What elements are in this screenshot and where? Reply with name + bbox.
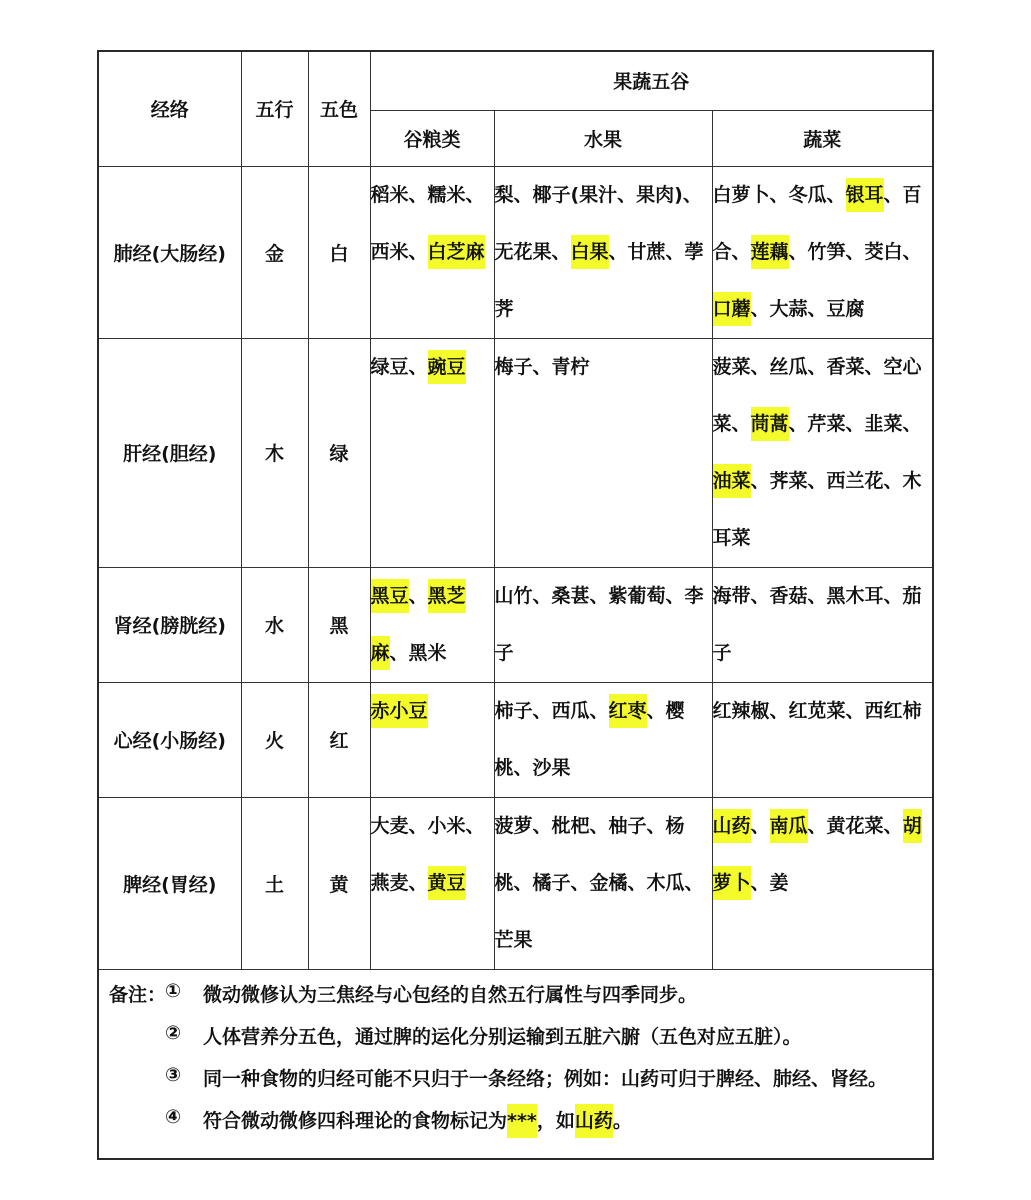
table-row <box>99 166 932 338</box>
fruits-cell <box>494 166 712 338</box>
table-row <box>99 682 932 797</box>
note-text <box>203 980 697 1007</box>
color-cell: 黄 <box>308 797 370 969</box>
food-text: 、百合、 <box>712 183 922 263</box>
highlighted-food: *** <box>507 1104 537 1138</box>
food-text: 柿子、西瓜、 <box>494 699 609 722</box>
note-number: ③ <box>165 1064 182 1086</box>
food-text: 梨、椰子(果汁、果肉)、无花果、 <box>494 183 702 263</box>
note-text <box>203 1022 802 1049</box>
element-cell: 金 <box>241 166 308 338</box>
grains-cell <box>370 338 494 567</box>
highlighted-food: 南瓜 <box>770 809 808 843</box>
header-vegetables: 蔬菜 <box>712 110 932 166</box>
note-number: ① <box>165 980 182 1002</box>
header-element: 五行 <box>241 52 308 166</box>
fruits-cell <box>494 682 712 797</box>
highlighted-food: 黄豆 <box>428 866 466 900</box>
food-text: 符合微动微修四科理论的食物标记为 <box>203 1110 508 1132</box>
vegetables-cell <box>712 166 932 338</box>
highlighted-food: 黑芝麻 <box>371 579 466 670</box>
note-text <box>203 1064 887 1091</box>
table-row <box>99 567 932 682</box>
meridian-cell: 肺经(大肠经) <box>99 166 241 338</box>
highlighted-food: 茼蒿 <box>751 407 789 441</box>
color-cell: 绿 <box>308 338 370 567</box>
food-text: 。 <box>612 1110 632 1132</box>
color-cell: 白 <box>308 166 370 338</box>
header-color: 五色 <box>308 52 370 166</box>
header-group: 果蔬五谷 <box>370 52 932 110</box>
color-cell: 红 <box>308 682 370 797</box>
element-cell: 水 <box>241 567 308 682</box>
vegetables-cell <box>712 338 932 567</box>
vegetables-cell <box>712 682 932 797</box>
highlighted-food: 胡萝卜 <box>713 809 922 900</box>
element-cell: 土 <box>241 797 308 969</box>
food-text: 稻米、糯米、西米、 <box>370 183 485 263</box>
highlighted-food: 白芝麻 <box>428 235 485 269</box>
grains-cell <box>370 682 494 797</box>
highlighted-food: 黑豆 <box>371 579 409 613</box>
fruits-cell <box>494 338 712 567</box>
header-meridian: 经络 <box>99 52 241 166</box>
food-text: ，如 <box>536 1110 575 1132</box>
highlighted-food: 莲藕 <box>751 235 789 269</box>
meridian-cell: 脾经(胃经) <box>99 797 241 969</box>
food-text: 、甘蔗、荸荠 <box>494 240 704 320</box>
highlighted-food: 山药 <box>713 809 751 843</box>
grains-cell <box>370 797 494 969</box>
highlighted-food: 赤小豆 <box>371 694 428 728</box>
note-text <box>203 1106 632 1133</box>
food-text: 、荠菜、西兰花、木耳菜 <box>712 469 922 549</box>
header-grains: 谷粮类 <box>370 110 494 166</box>
food-text: 大麦、小米、燕麦、 <box>370 814 485 894</box>
highlighted-food: 红枣 <box>609 694 647 728</box>
highlighted-food: 白果 <box>571 235 609 269</box>
food-text: 、芹菜、韭菜、 <box>788 412 922 435</box>
food-text: 人体营养分五色，通过脾的运化分别运输到五脏六腑（五色对应五脏）。 <box>203 1026 802 1048</box>
food-text: 梅子、青柠 <box>494 355 590 378</box>
note-number: ④ <box>165 1106 182 1128</box>
food-text: 、 <box>408 584 428 607</box>
food-text: 菠菜、丝瓜、香菜、空心菜、 <box>712 355 922 435</box>
highlighted-food: 银耳 <box>846 178 884 212</box>
food-text: 红辣椒、红苋菜、西红柿 <box>712 699 922 722</box>
food-text: 、 <box>750 814 770 837</box>
element-cell: 火 <box>241 682 308 797</box>
food-text: 白萝卜、冬瓜、 <box>712 183 846 206</box>
header-fruits: 水果 <box>494 110 712 166</box>
food-text: 、樱桃、沙果 <box>494 699 685 779</box>
food-text: 菠萝、枇杷、柚子、杨桃、橘子、金橘、木瓜、芒果 <box>494 814 704 951</box>
vegetables-cell <box>712 797 932 969</box>
grains-cell <box>370 567 494 682</box>
food-text: 海带、香菇、黑木耳、茄子 <box>712 584 922 664</box>
highlighted-food: 山药 <box>575 1104 613 1138</box>
meridian-food-table <box>99 52 932 970</box>
food-text: 、竹笋、茭白、 <box>788 240 922 263</box>
food-text: 、大蒜、豆腐 <box>750 297 865 320</box>
notes-label: 备注： <box>109 984 167 1006</box>
food-text: 、黑米 <box>389 641 447 664</box>
food-table-frame <box>97 50 934 1160</box>
note-number: ② <box>165 1022 182 1044</box>
element-cell: 木 <box>241 338 308 567</box>
food-text: 微动微修认为三焦经与心包经的自然五行属性与四季同步。 <box>203 984 698 1006</box>
meridian-cell: 心经(小肠经) <box>99 682 241 797</box>
table-row <box>99 338 932 567</box>
color-cell: 黑 <box>308 567 370 682</box>
highlighted-food: 口蘑 <box>713 292 751 326</box>
food-text: 山竹、桑葚、紫葡萄、李子 <box>494 584 704 664</box>
meridian-cell: 肾经(膀胱经) <box>99 567 241 682</box>
vegetables-cell <box>712 567 932 682</box>
food-text: 同一种食物的归经可能不只归于一条经络；例如：山药可归于脾经、肺经、肾经。 <box>203 1068 888 1090</box>
highlighted-food: 豌豆 <box>428 350 466 384</box>
food-text: 绿豆、 <box>370 355 428 378</box>
food-text: 、黄花菜、 <box>807 814 903 837</box>
table-row <box>99 797 932 969</box>
grains-cell <box>370 166 494 338</box>
food-text: 、姜 <box>750 871 789 894</box>
fruits-cell <box>494 797 712 969</box>
fruits-cell <box>494 567 712 682</box>
meridian-cell: 肝经(胆经) <box>99 338 241 567</box>
highlighted-food: 油菜 <box>713 464 751 498</box>
